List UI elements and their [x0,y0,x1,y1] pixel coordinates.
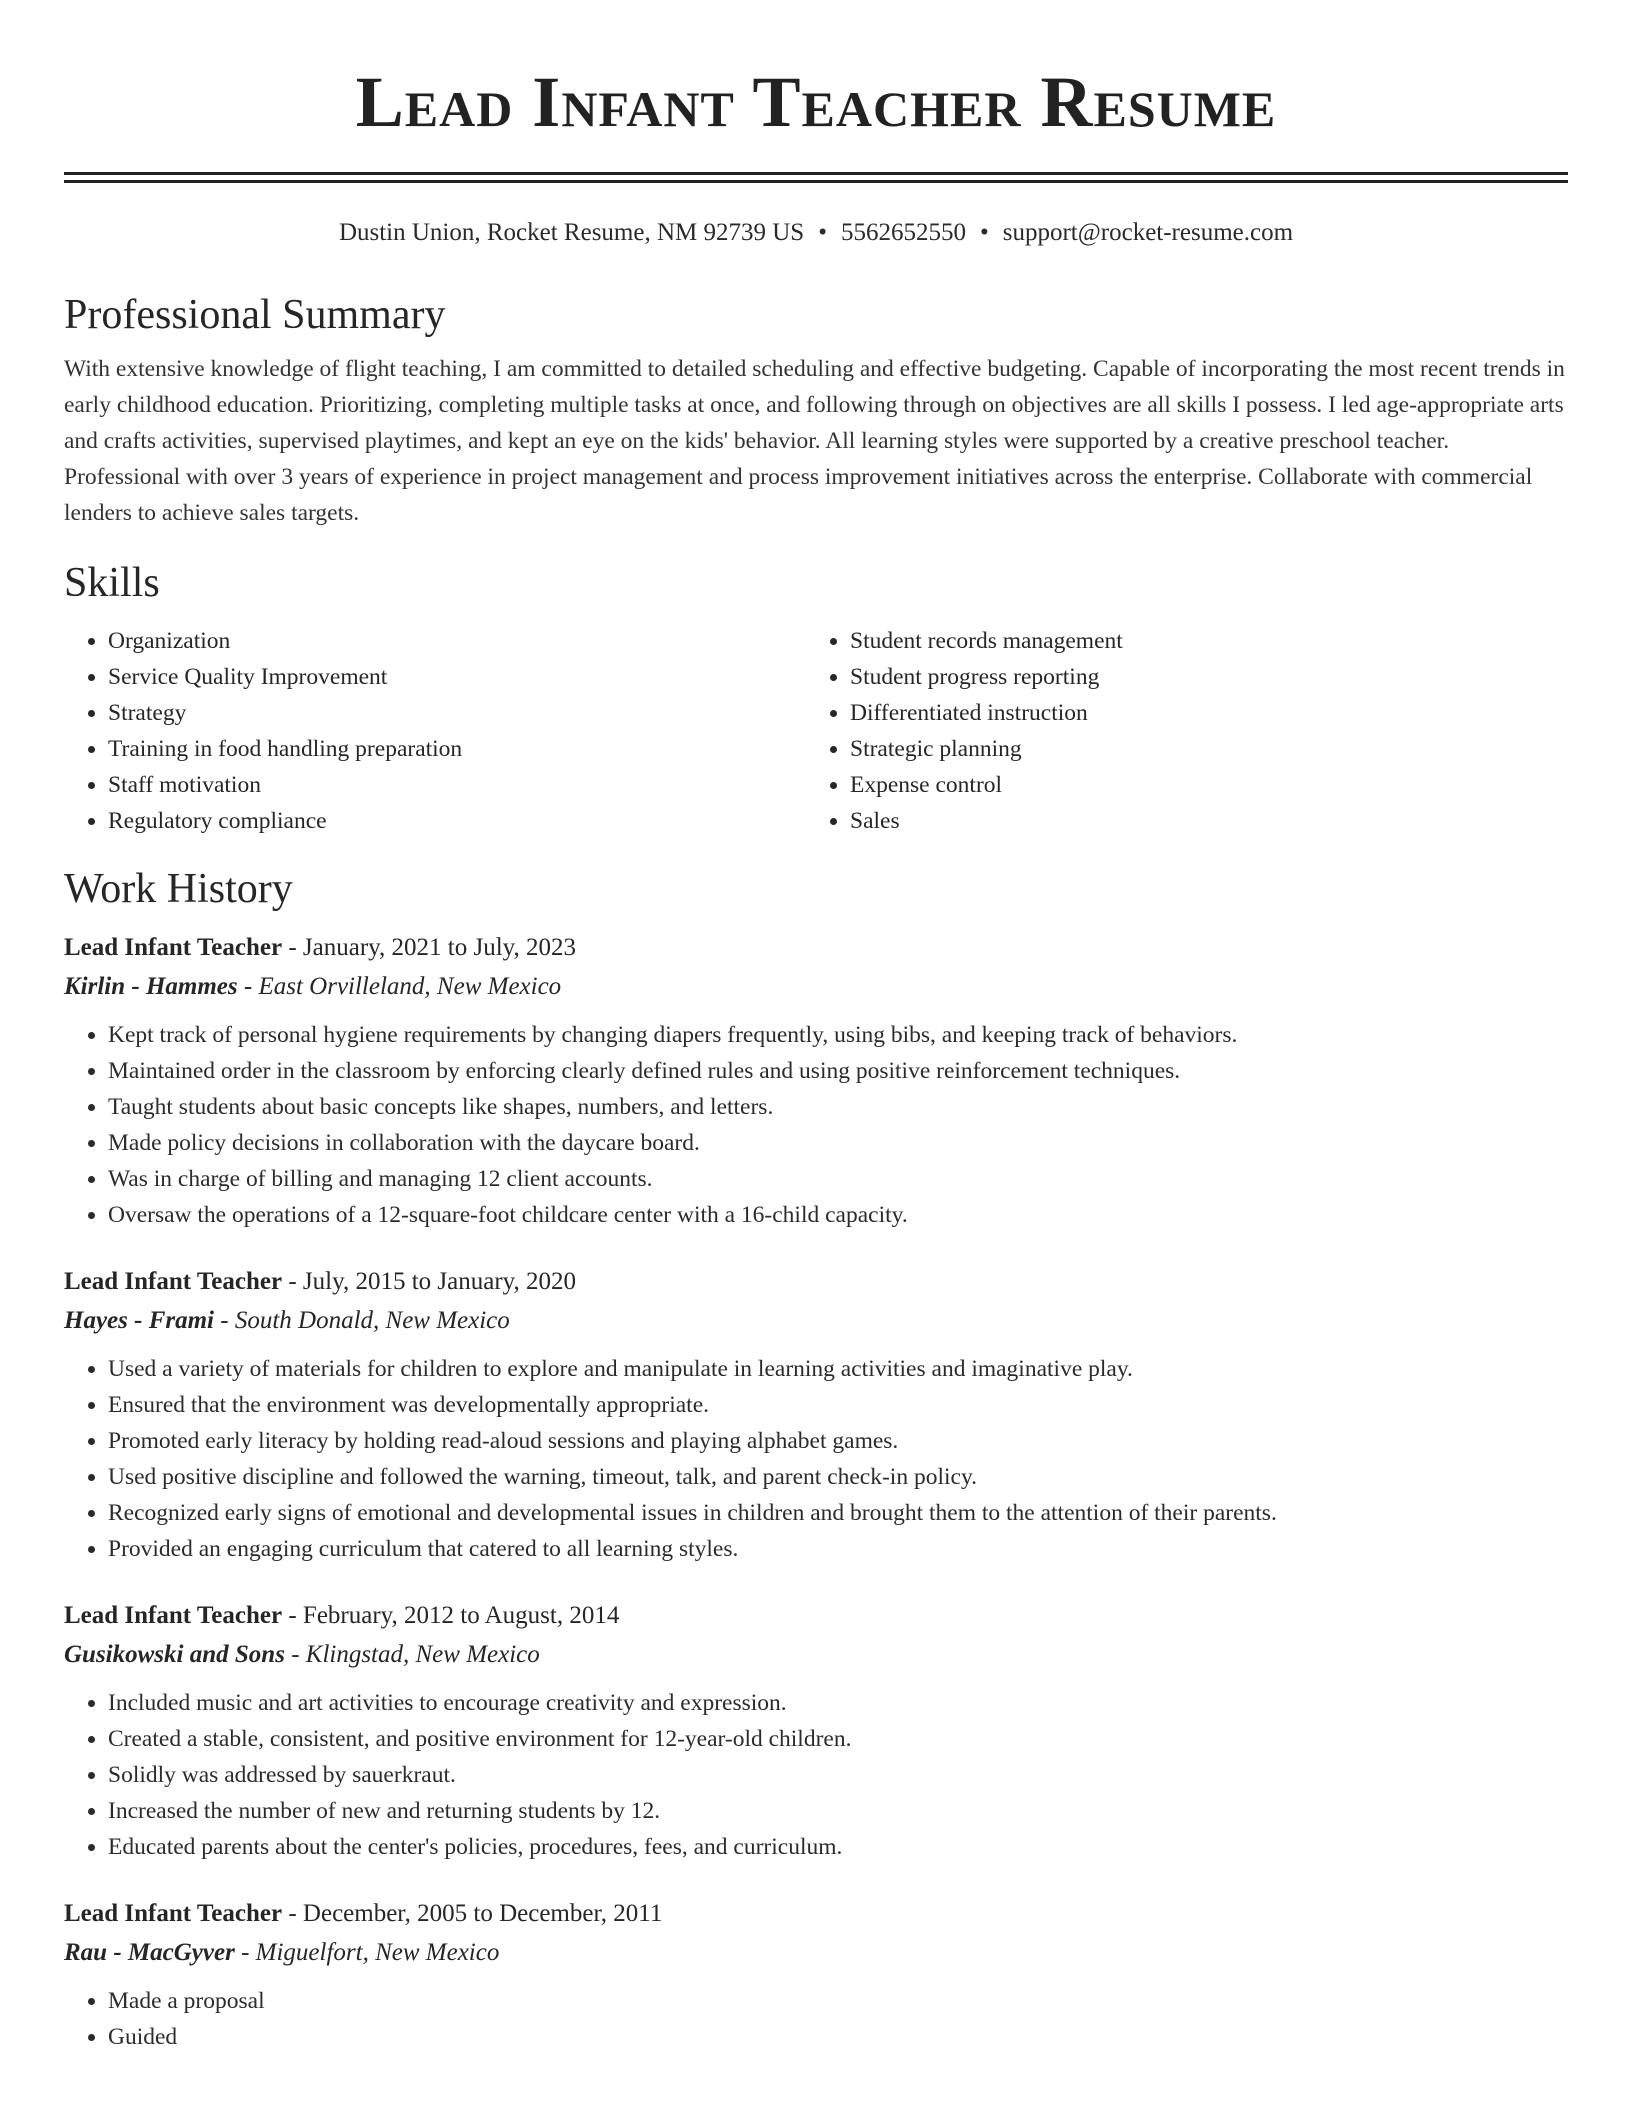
list-item: • Used positive discipline and followed the warning, timeout, talk, and parent check-in policy. [108,1459,1568,1495]
job-bullets [64,1351,1568,1567]
list-item: • Created a stable, consistent, and positive environment for 12-year-old children. [108,1721,1568,1757]
list-item: • Increased the number of new and returning students by 12. [108,1793,1568,1829]
list-item: • Made a proposal [108,1983,1568,2019]
job-title: Lead Infant Teacher [64,1268,283,1295]
summary-text: With extensive knowledge of flight teaching, I am committed to detailed scheduling and effective budgeting. Capable of incorporating the most recent trends in early childhood education. Prioritizing, completing multiple tasks at once, and following through on objectives are all skills I possess. I led age-appropriate arts and crafts activities, supervised playtimes, and kept an eye on the kids' behavior. All learning styles were supported by a creative preschool teacher. Professional with over 3 years of experience in project management and process improvement initiatives across the enterprise. Collaborate with commercial lenders to achieve sales targets. [64,356,1565,526]
job-title-line [64,1263,1568,1301]
list-item: • Promoted early literacy by holding read-aloud sessions and playing alphabet games. [108,1423,1568,1459]
list-item: • Oversaw the operations of a 12-square-foot childcare center with a 16-child capacity. [108,1197,1568,1233]
list-item: • Ensured that the environment was developmentally appropriate. [108,1387,1568,1423]
job-location: - East Orvilleland, New Mexico [237,973,562,1000]
skill-item: • Regulatory compliance [108,803,806,839]
job-bullets [64,1685,1568,1865]
job-bullets [64,1017,1568,1233]
skill-item: • Staff motivation [108,767,806,803]
skills-heading: Skills [64,560,160,606]
job-company-line [64,967,1568,1007]
work-history-heading: Work History [64,866,293,912]
contact-separator: • [818,219,827,246]
list-item: • Was in charge of billing and managing 12 client accounts. [108,1161,1568,1197]
list-item: • Made policy decisions in collaboration with the daycare board. [108,1125,1568,1161]
job-title: Lead Infant Teacher [64,1602,283,1629]
job-entry [64,929,1568,1233]
list-item: • Used a variety of materials for children to explore and manipulate in learning activities and imaginative play. [108,1351,1568,1387]
skill-item: • Expense control [850,767,1548,803]
list-item: • Recognized early signs of emotional and developmental issues in children and brought them to the attention of their parents. [108,1495,1568,1531]
job-title: Lead Infant Teacher [64,934,283,961]
skill-item: • Student records management [850,623,1548,659]
job-company: Gusikowski and Sons [64,1641,285,1668]
job-entry [64,1895,1568,2055]
skill-item: • Differentiated instruction [850,695,1548,731]
contact-line [64,217,1568,249]
job-title-line [64,929,1568,967]
list-item: • Educated parents about the center's policies, procedures, fees, and curriculum. [108,1829,1568,1865]
skill-item: • Service Quality Improvement [108,659,806,695]
list-item: • Solidly was addressed by sauerkraut. [108,1757,1568,1793]
job-company: Hayes - Frami [64,1307,214,1334]
contact-phone: 5562652550 [840,219,966,246]
skill-item: • Student progress reporting [850,659,1548,695]
job-bullets [64,1983,1568,2055]
page-title: Lead Infant Teacher Resume [355,62,1277,142]
contact-email: support@rocket-resume.com [1002,219,1294,246]
skill-item: • Strategy [108,695,806,731]
job-company: Kirlin - Hammes [64,973,238,1000]
list-item: • Included music and art activities to encourage creativity and expression. [108,1685,1568,1721]
job-dates: - January, 2021 to July, 2023 [282,934,577,961]
job-entry [64,1263,1568,1567]
job-title: Lead Infant Teacher [64,1900,283,1927]
contact-separator: • [979,219,989,246]
job-company-line [64,1301,1568,1341]
title-divider [64,172,1568,183]
summary-heading: Professional Summary [64,292,446,338]
list-item: • Maintained order in the classroom by enforcing clearly defined rules and using positive reinforcement techniques. [108,1053,1568,1089]
list-item: • Guided [108,2019,1568,2055]
skills-column-left [64,623,806,839]
job-title-line [64,1597,1568,1635]
job-entry [64,1597,1568,1865]
resume-page [64,0,1568,2055]
job-company: Rau - MacGyver [64,1939,235,1966]
list-item: • Kept track of personal hygiene requirements by changing diapers frequently, using bibs, and keeping track of behaviors. [108,1017,1568,1053]
job-dates: - July, 2015 to January, 2020 [282,1268,577,1295]
list-item: • Taught students about basic concepts like shapes, numbers, and letters. [108,1089,1568,1125]
contact-address: Dustin Union, Rocket Resume, NM 92739 US [338,219,805,246]
job-location: - Miguelfort, New Mexico [234,1939,500,1966]
skills-list [64,623,1568,839]
skill-item: • Sales [850,803,1548,839]
job-company-line [64,1635,1568,1675]
list-item: • Provided an engaging curriculum that catered to all learning styles. [108,1531,1568,1567]
job-title-line [64,1895,1568,1933]
job-dates: - February, 2012 to August, 2014 [282,1602,620,1629]
job-dates: - December, 2005 to December, 2011 [282,1900,663,1927]
job-location: - South Donald, New Mexico [214,1307,510,1334]
skills-column-right [806,623,1548,839]
skill-item: • Training in food handling preparation [108,731,806,767]
skill-item: • Organization [108,623,806,659]
job-company-line [64,1933,1568,1973]
skill-item: • Strategic planning [850,731,1548,767]
job-location: - Klingstad, New Mexico [284,1641,540,1668]
